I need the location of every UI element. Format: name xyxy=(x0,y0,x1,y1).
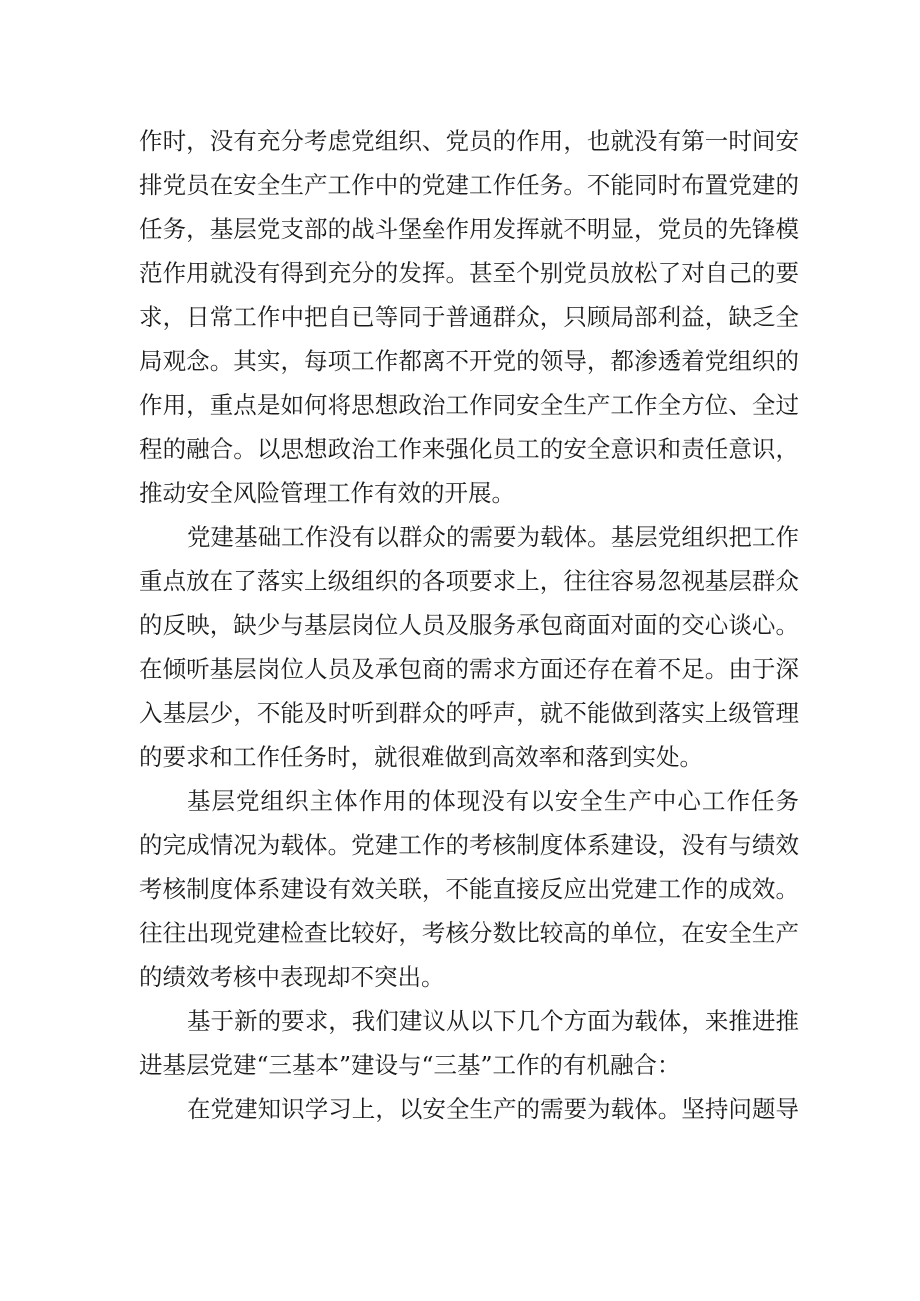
text-line: 作用，重点是如何将思想政治工作同安全生产工作全方位、全过 xyxy=(139,391,799,419)
text-line: 的绩效考核中表现却不突出。 xyxy=(139,963,445,991)
paragraph-4 xyxy=(139,999,799,1087)
paragraph-3 xyxy=(139,779,799,999)
text-line: 程的融合。以思想政治工作来强化员工的安全意识和责任意识， xyxy=(139,435,799,463)
text-line: 作时，没有充分考虑党组织、党员的作用，也就没有第一时间安 xyxy=(139,127,799,155)
document-body xyxy=(139,119,799,1131)
text-line: 在倾听基层岗位人员及承包商的需求方面还存在着不足。由于深 xyxy=(139,655,799,683)
text-line: 基于新的要求，我们建议从以下几个方面为载体，来推进推 xyxy=(187,1007,799,1035)
text-line: 范作用就没有得到充分的发挥。甚至个别党员放松了对自己的要 xyxy=(139,259,799,287)
text-line: 排党员在安全生产工作中的党建工作任务。不能同时布置党建的 xyxy=(139,171,799,199)
text-line: 任务，基层党支部的战斗堡垒作用发挥就不明显，党员的先锋模 xyxy=(139,215,799,243)
text-line: 基层党组织主体作用的体现没有以安全生产中心工作任务 xyxy=(187,787,799,815)
text-line: 的要求和工作任务时，就很难做到高效率和落到实处。 xyxy=(139,743,703,771)
paragraph-2 xyxy=(139,515,799,779)
text-line: 局观念。其实，每项工作都离不开党的领导，都渗透着党组织的 xyxy=(139,347,799,375)
text-line: 往往出现党建检查比较好，考核分数比较高的单位，在安全生产 xyxy=(139,919,799,947)
text-line: 在党建知识学习上，以安全生产的需要为载体。坚持问题导 xyxy=(187,1095,799,1123)
paragraph-5 xyxy=(139,1087,799,1131)
text-line: 重点放在了落实上级组织的各项要求上，往往容易忽视基层群众 xyxy=(139,567,799,595)
text-line: 的反映，缺少与基层岗位人员及服务承包商面对面的交心谈心。 xyxy=(139,611,799,639)
text-line: 的完成情况为载体。党建工作的考核制度体系建设，没有与绩效 xyxy=(139,831,799,859)
text-line: 推动安全风险管理工作有效的开展。 xyxy=(139,479,515,507)
text-line: 党建基础工作没有以群众的需要为载体。基层党组织把工作 xyxy=(187,523,799,551)
text-line: 入基层少，不能及时听到群众的呼声，就不能做到落实上级管理 xyxy=(139,699,799,727)
text-line: 求，日常工作中把自已等同于普通群众，只顾局部利益，缺乏全 xyxy=(139,303,799,331)
text-line: 进基层党建“三基本”建设与“三基”工作的有机融合： xyxy=(139,1051,681,1079)
text-line: 考核制度体系建设有效关联，不能直接反应出党建工作的成效。 xyxy=(139,875,799,903)
paragraph-1 xyxy=(139,119,799,515)
